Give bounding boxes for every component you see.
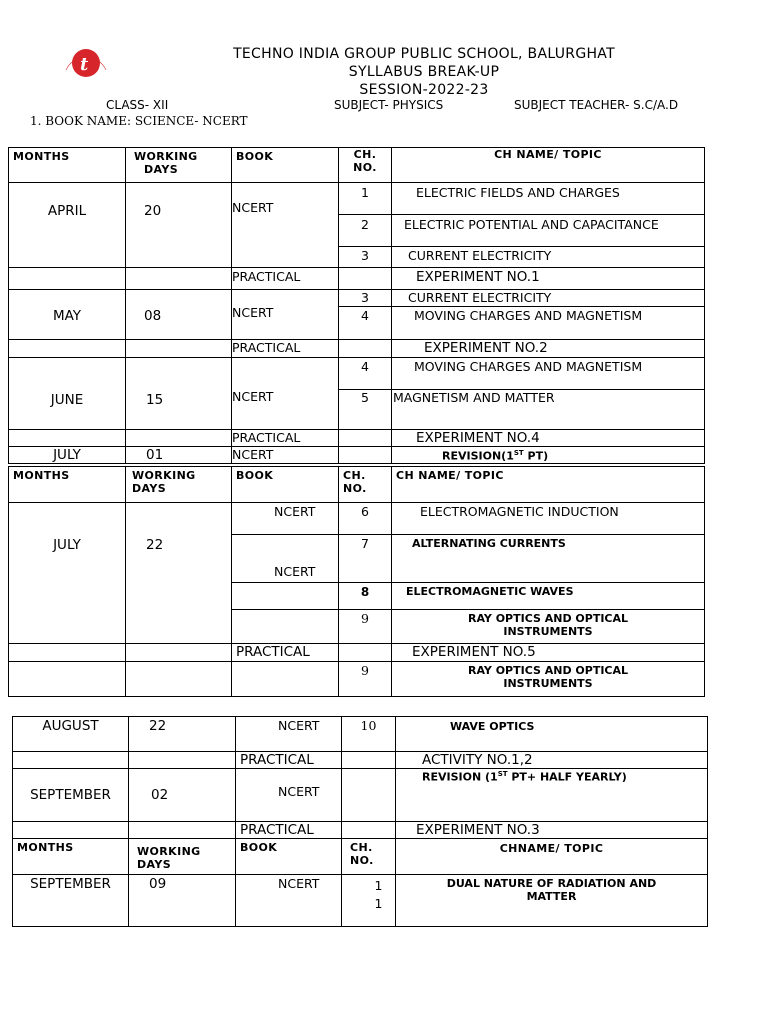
table-row — [9, 183, 705, 215]
topic-cell: ALTERNATING CURRENTS — [392, 535, 705, 583]
school-name: TECHNO INDIA GROUP PUBLIC SCHOOL, BALURGHAT — [233, 46, 615, 62]
ch-cell: 2 — [339, 215, 392, 247]
topic-cell: RAY OPTICS AND OPTICAL INSTRUMENTS — [392, 610, 705, 644]
col-months: MONTHS — [9, 467, 126, 503]
table-row — [9, 662, 705, 697]
month-cell: APRIL — [9, 183, 126, 268]
month-cell: MAY — [9, 290, 126, 340]
days-cell: 01 — [126, 447, 232, 464]
col-book: BOOK — [236, 839, 342, 875]
book-cell: NCERT — [236, 717, 342, 752]
syllabus-table-3 — [12, 716, 708, 927]
ch-cell: 9 — [339, 662, 392, 697]
table-header-row — [9, 148, 705, 183]
ch-cell: 8 — [339, 583, 392, 610]
book-cell: NCERT — [232, 535, 339, 583]
table-row — [9, 644, 705, 662]
book-cell: NCERT — [232, 290, 339, 340]
syllabus-table-1 — [8, 147, 705, 464]
col-topic: CHNAME/ TOPIC — [396, 839, 708, 875]
practical-label: PRACTICAL — [232, 340, 339, 358]
topic-cell: CURRENT ELECTRICITY — [392, 290, 705, 307]
topic-cell: MOVING CHARGES AND MAGNETISM — [392, 358, 705, 390]
month-cell: SEPTEMBER — [13, 769, 129, 822]
col-working-days: WORKING DAYS — [129, 839, 236, 875]
table-row — [13, 875, 708, 927]
topic-cell: ELECTRIC FIELDS AND CHARGES — [392, 183, 705, 215]
ch-cell: 1 — [339, 183, 392, 215]
ch-cell: 1 1 — [342, 875, 396, 927]
days-cell: 09 — [129, 875, 236, 927]
col-book: BOOK — [232, 148, 339, 183]
book-cell: NCERT — [232, 503, 339, 535]
table-row — [13, 769, 708, 822]
practical-label: PRACTICAL — [232, 268, 339, 290]
book-cell: NCERT — [232, 183, 339, 268]
ch-cell: 3 — [339, 290, 392, 307]
days-cell: 22 — [126, 503, 232, 644]
topic-cell: REVISION (1ST PT+ HALF YEARLY) — [396, 769, 708, 822]
col-ch-no: CH. NO. — [339, 148, 392, 183]
table-header-row — [9, 467, 705, 503]
table-header-row — [13, 839, 708, 875]
col-months: MONTHS — [13, 839, 129, 875]
subject-label: SUBJECT- PHYSICS — [334, 98, 444, 112]
topic-cell: EXPERIMENT NO.4 — [392, 430, 705, 447]
topic-cell: MAGNETISM AND MATTER — [392, 390, 705, 430]
topic-cell: EXPERIMENT NO.3 — [396, 822, 708, 839]
document-title: SYLLABUS BREAK-UP — [348, 64, 500, 80]
practical-label: PRACTICAL — [236, 752, 342, 769]
days-cell: 02 — [129, 769, 236, 822]
topic-cell: ELECTRIC POTENTIAL AND CAPACITANCE — [392, 215, 705, 247]
practical-label: PRACTICAL — [232, 430, 339, 447]
days-cell: 20 — [126, 183, 232, 268]
teacher-label: SUBJECT TEACHER- S.C/A.D — [514, 98, 679, 112]
book-cell: NCERT — [232, 447, 339, 464]
ch-cell: 4 — [339, 307, 392, 340]
month-cell: JUNE — [9, 358, 126, 430]
table-row — [9, 290, 705, 307]
topic-cell: ACTIVITY NO.1,2 — [396, 752, 708, 769]
topic-cell: REVISION(1ST PT) — [392, 447, 705, 464]
session-label: SESSION-2022-23 — [359, 82, 489, 98]
month-cell: JULY — [9, 503, 126, 644]
table-row — [9, 340, 705, 358]
ch-cell: 5 — [339, 390, 392, 430]
topic-cell: CURRENT ELECTRICITY — [392, 247, 705, 268]
class-label: CLASS- XII — [106, 98, 169, 112]
col-ch-no: CH. NO. — [339, 467, 392, 503]
month-cell: AUGUST — [13, 717, 129, 752]
book-cell: NCERT — [236, 875, 342, 927]
practical-label: PRACTICAL — [232, 644, 339, 662]
col-working-days: WORKING DAYS — [126, 148, 232, 183]
table-row — [13, 752, 708, 769]
book-name: 1. BOOK NAME: SCIENCE- NCERT — [30, 114, 248, 128]
topic-cell: ELECTROMAGNETIC WAVES — [392, 583, 705, 610]
ch-cell: 9 — [339, 610, 392, 644]
topic-cell: EXPERIMENT NO.2 — [392, 340, 705, 358]
ch-cell: 7 — [339, 535, 392, 583]
syllabus-table-2 — [8, 466, 705, 697]
table-row — [9, 358, 705, 390]
table-row — [13, 822, 708, 839]
topic-cell: EXPERIMENT NO.1 — [392, 268, 705, 290]
col-working-days: WORKING DAYS — [126, 467, 232, 503]
table-row — [9, 430, 705, 447]
ch-cell: 10 — [342, 717, 396, 752]
month-cell: SEPTEMBER — [13, 875, 129, 927]
col-topic: CH NAME/ TOPIC — [392, 148, 705, 183]
days-cell: 15 — [126, 358, 232, 430]
practical-label: PRACTICAL — [236, 822, 342, 839]
book-cell: NCERT — [236, 769, 342, 822]
svg-text:t: t — [80, 54, 89, 75]
table-row — [13, 717, 708, 752]
ch-cell: 4 — [339, 358, 392, 390]
days-cell: 22 — [129, 717, 236, 752]
ch-cell: 3 — [339, 247, 392, 268]
topic-cell: ELECTROMAGNETIC INDUCTION — [392, 503, 705, 535]
book-cell: NCERT — [232, 358, 339, 430]
month-cell: JULY — [9, 447, 126, 464]
days-cell: 08 — [126, 290, 232, 340]
col-months: MONTHS — [9, 148, 126, 183]
topic-cell: EXPERIMENT NO.5 — [392, 644, 705, 662]
col-topic: CH NAME/ TOPIC — [392, 467, 705, 503]
ch-cell: 6 — [339, 503, 392, 535]
table-row — [9, 503, 705, 535]
topic-cell: MOVING CHARGES AND MAGNETISM — [392, 307, 705, 340]
table-row — [9, 447, 705, 464]
col-ch-no: CH. NO. — [342, 839, 396, 875]
topic-cell: RAY OPTICS AND OPTICAL INSTRUMENTS — [392, 662, 705, 697]
table-row — [9, 268, 705, 290]
topic-cell: DUAL NATURE OF RADIATION AND MATTER — [396, 875, 708, 927]
topic-cell: WAVE OPTICS — [396, 717, 708, 752]
col-book: BOOK — [232, 467, 339, 503]
